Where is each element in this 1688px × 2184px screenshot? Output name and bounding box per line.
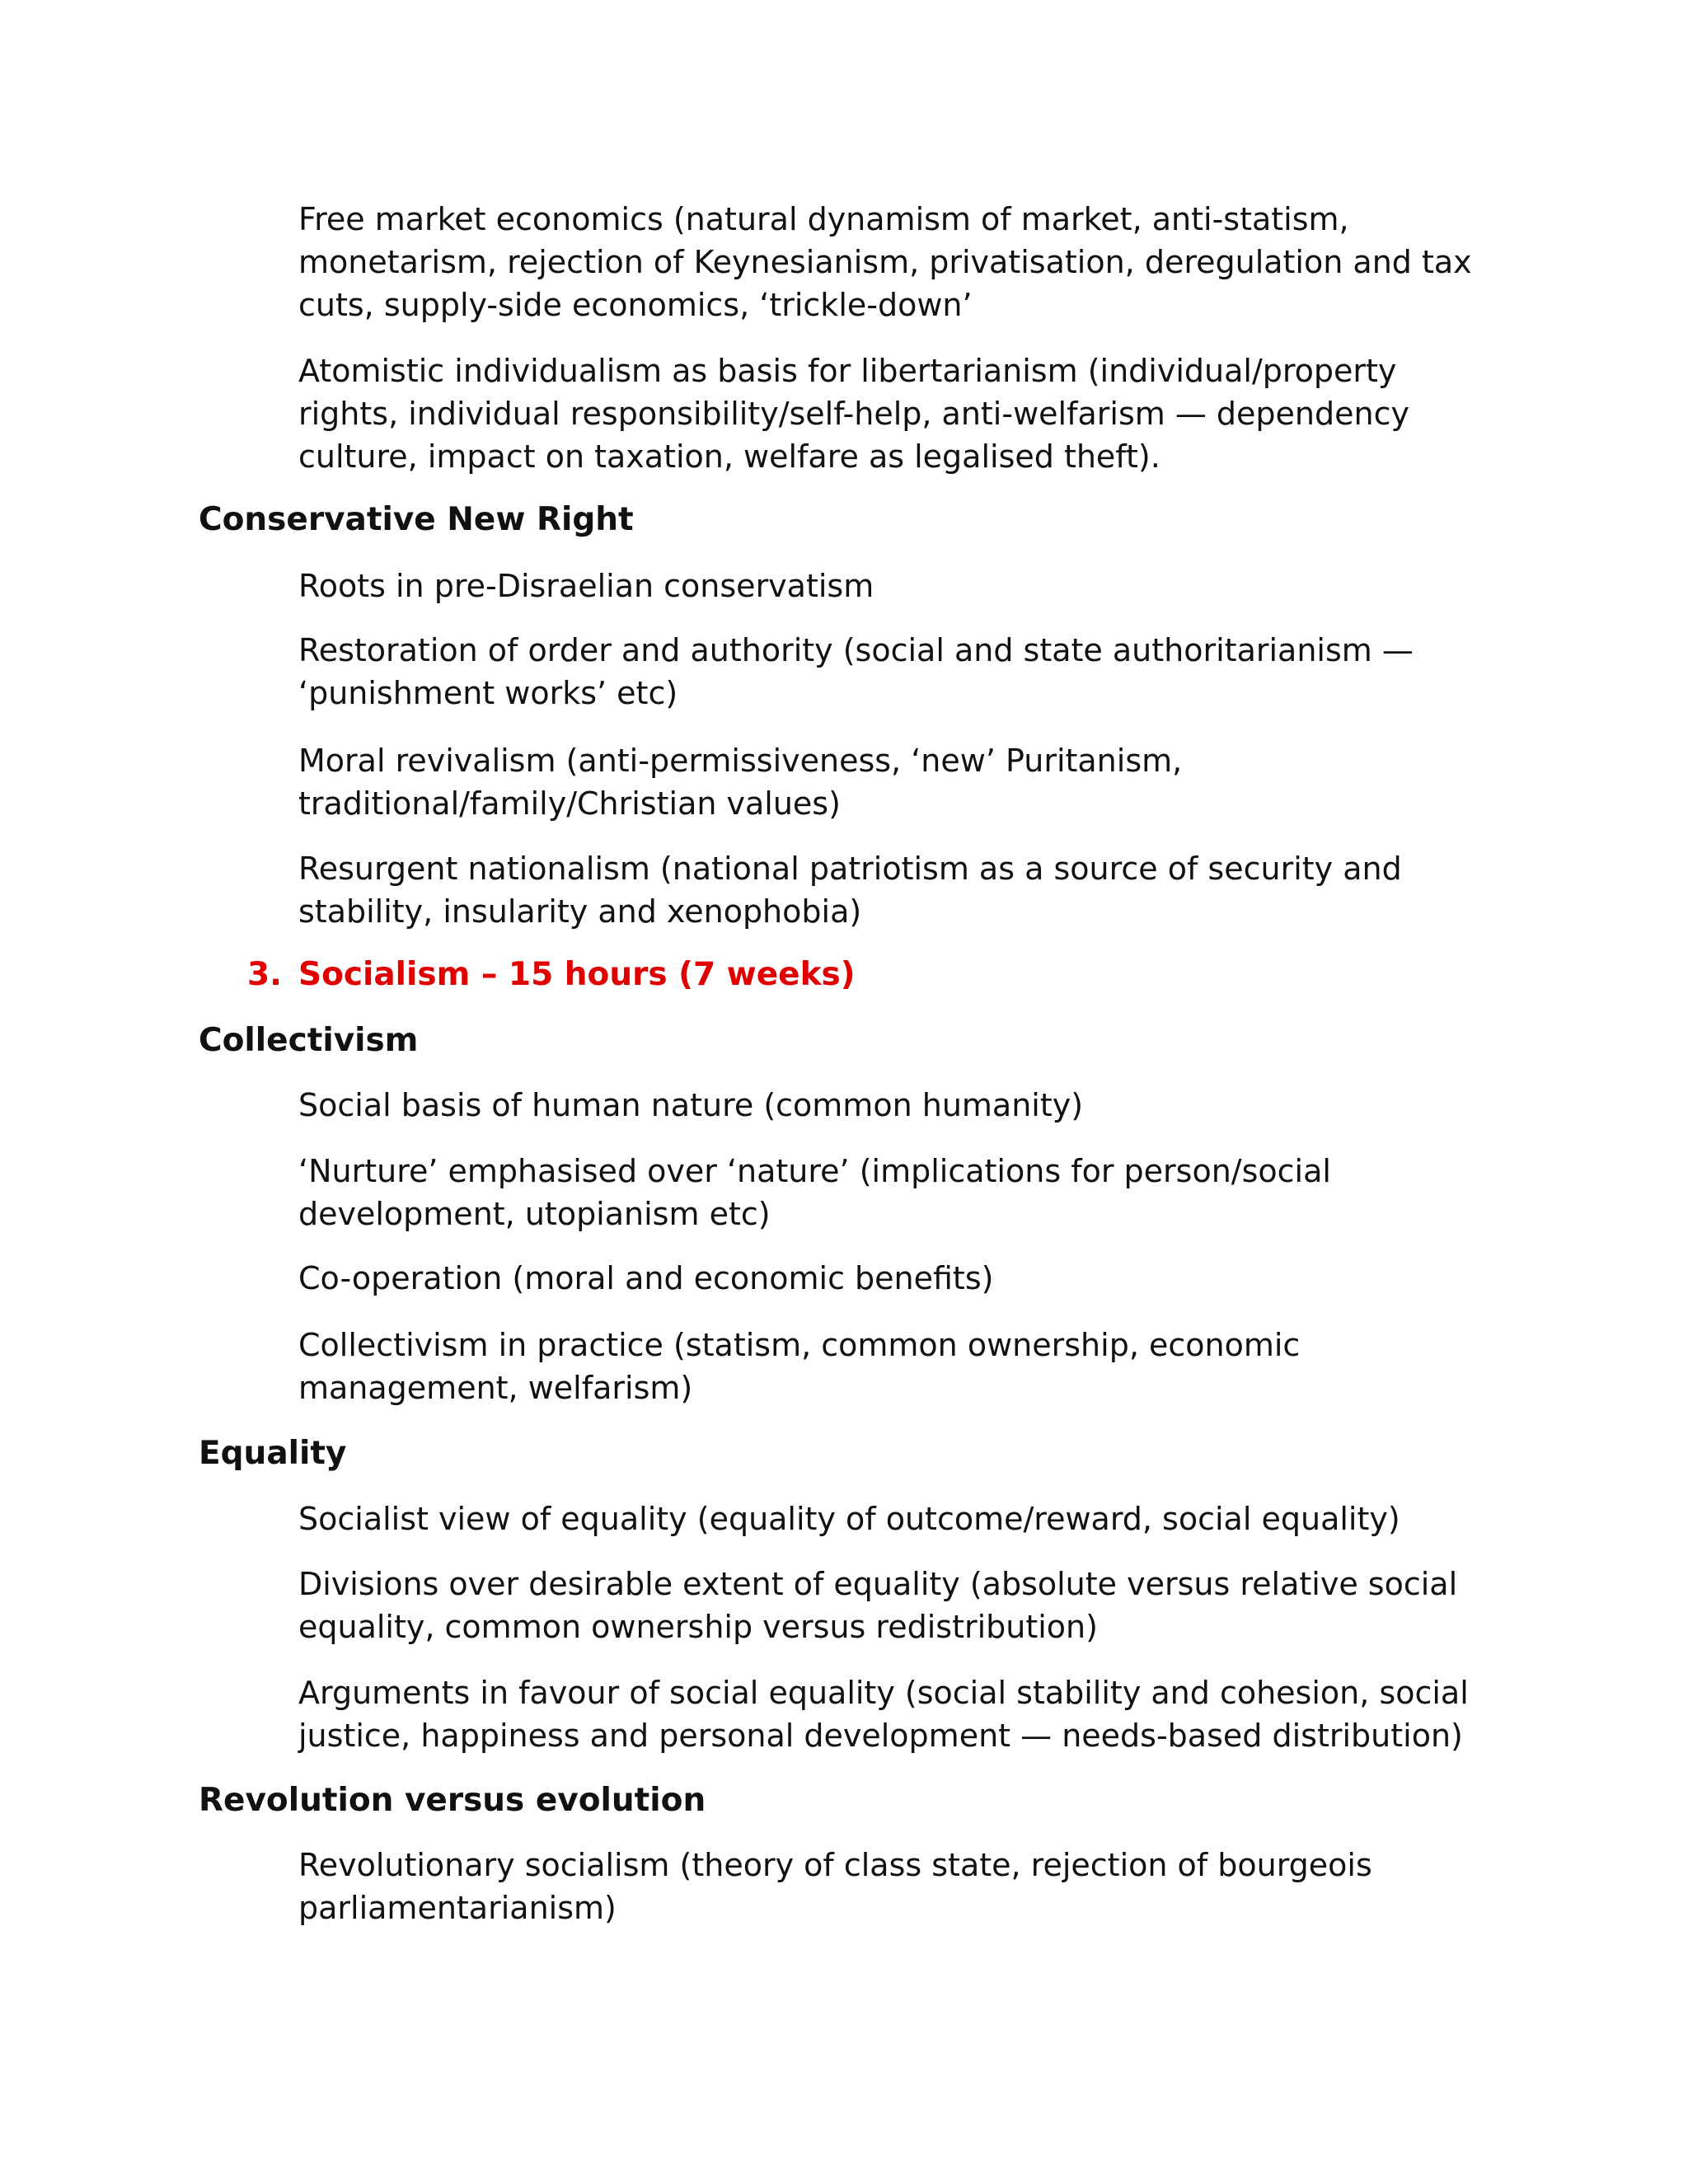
heading-equality: Equality [199, 1435, 347, 1472]
paragraph-resurgent-nationalism: Resurgent nationalism (national patriotism as a source of security and stability, insularity and xenophobia) [298, 851, 1402, 930]
paragraph-collectivism-practice: Collectivism in practice (statism, common ownership, economic management, welfarism) [298, 1327, 1301, 1406]
paragraph-co-operation: Co-operation (moral and economic benefits) [298, 1260, 994, 1296]
paragraph-nurture: ‘Nurture’ emphasised over ‘nature’ (implications for person/social development, utopianism etc) [298, 1153, 1331, 1232]
heading-collectivism: Collectivism [199, 1022, 419, 1059]
section-title-text: Socialism – 15 hours (7 weeks) [298, 956, 856, 993]
heading-conservative-new-right: Conservative New Right [199, 501, 634, 538]
paragraph-revolutionary-socialism: Revolutionary socialism (theory of class state, rejection of bourgeois parliamentarianism) [298, 1847, 1372, 1926]
heading-revolution-evolution: Revolution versus evolution [199, 1782, 706, 1819]
section-number: 3. [247, 956, 282, 993]
paragraph-moral-revivalism: Moral revivalism (anti-permissiveness, ‘new’ Puritanism, traditional/family/Christian values) [298, 743, 1183, 822]
paragraph-restoration: Restoration of order and authority (social and state authoritarianism — ‘punishment works’ etc) [298, 632, 1414, 711]
paragraph-free-market: Free market economics (natural dynamism of market, anti-statism, monetarism, rejection of Keynesianism, privatisation, deregulation and tax cuts, supply-side economics, ‘trickle-down’ [298, 201, 1472, 323]
paragraph-social-basis: Social basis of human nature (common humanity) [298, 1087, 1084, 1123]
paragraph-divisions: Divisions over desirable extent of equality (absolute versus relative social equality, common ownership versus redistribution) [298, 1566, 1458, 1645]
paragraph-roots: Roots in pre-Disraelian conservatism [298, 568, 874, 604]
paragraph-socialist-view: Socialist view of equality (equality of outcome/reward, social equality) [298, 1501, 1400, 1537]
paragraph-arguments: Arguments in favour of social equality (social stability and cohesion, social justice, happiness and personal development — needs-based distribution) [298, 1675, 1469, 1754]
section-title-socialism [247, 954, 856, 996]
paragraph-atomistic-individualism: Atomistic individualism as basis for libertarianism (individual/property rights, individual responsibility/self-help, anti-welfarism — dependency culture, impact on taxation, welfare as legalised theft). [298, 353, 1409, 475]
